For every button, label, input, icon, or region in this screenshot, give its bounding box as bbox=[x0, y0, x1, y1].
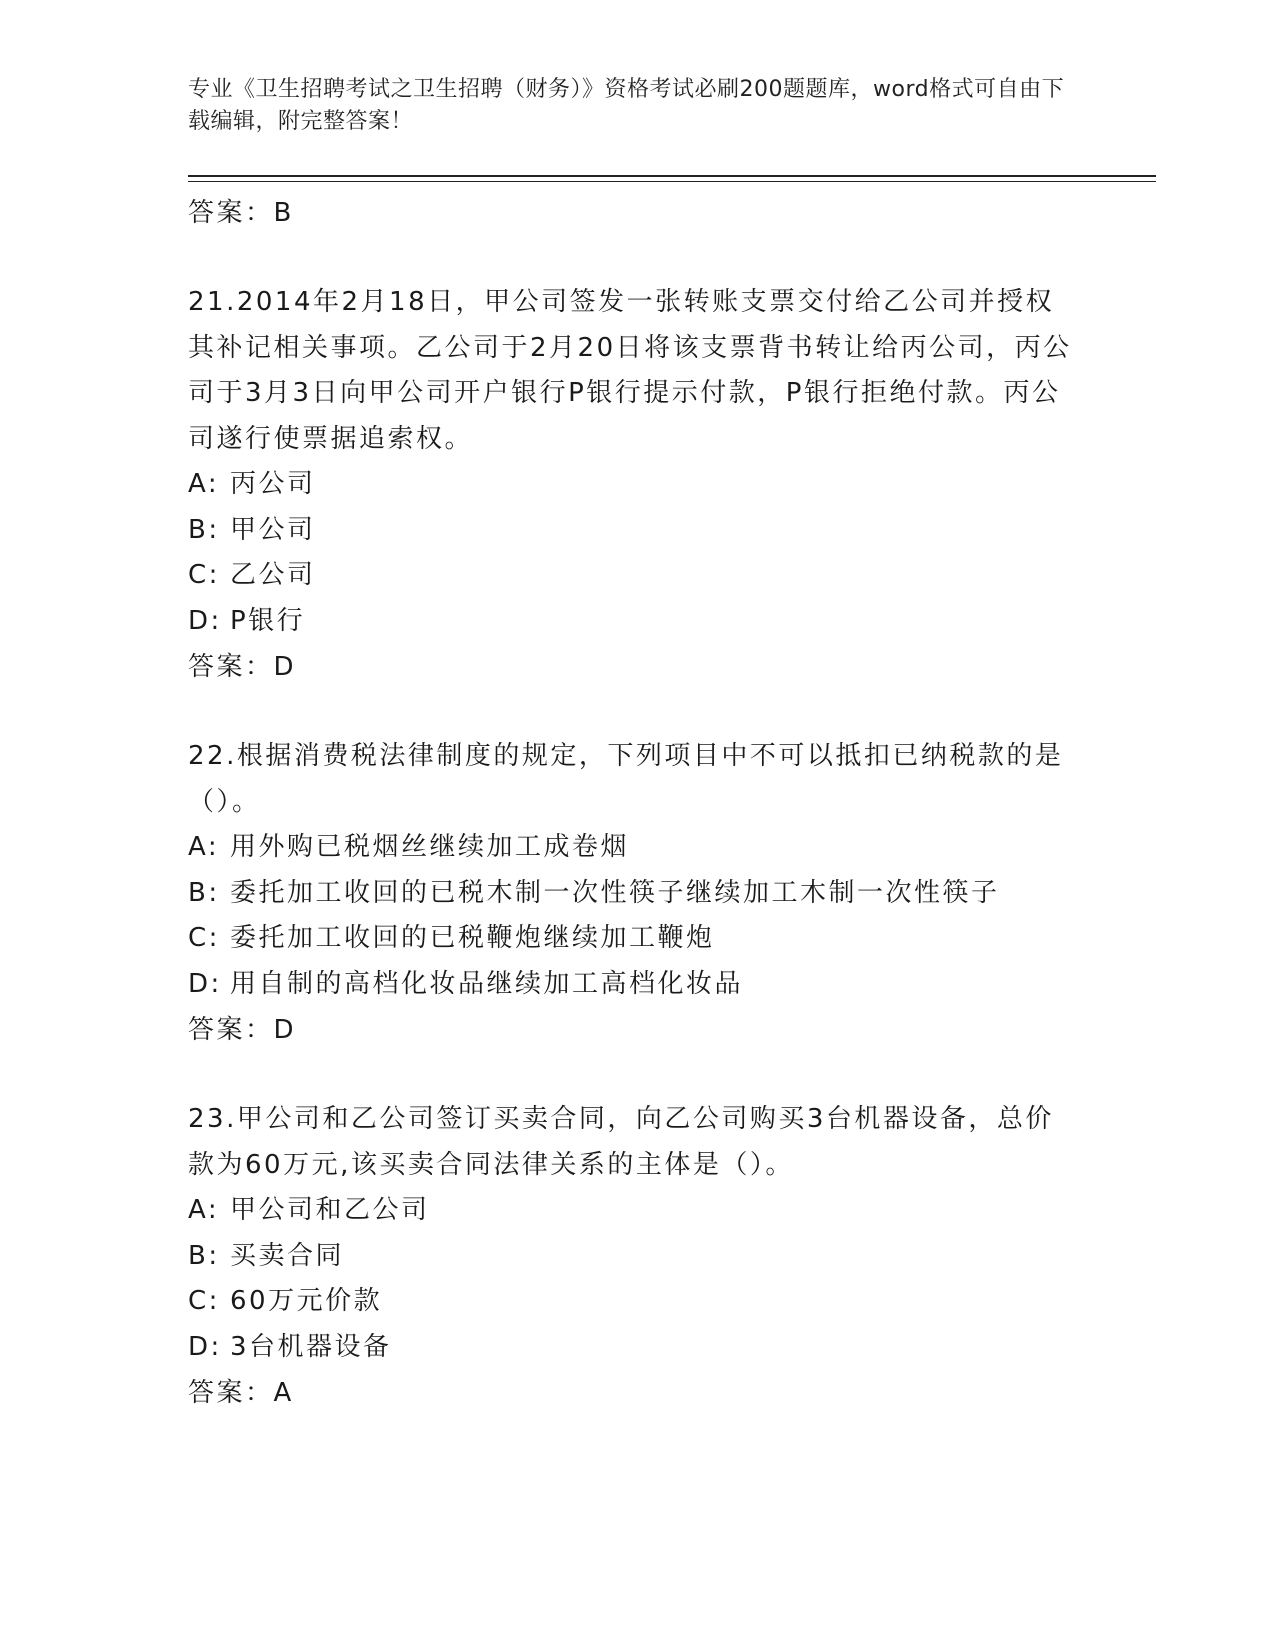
option-key: C: bbox=[188, 923, 220, 953]
question-23 bbox=[188, 1097, 1078, 1416]
previous-answer: 答案：B bbox=[188, 198, 294, 228]
option-text: 用外购已税烟丝继续加工成卷烟 bbox=[230, 832, 630, 862]
question-22 bbox=[188, 734, 1078, 1053]
option-key: B: bbox=[188, 1240, 220, 1271]
option-key: D: bbox=[188, 605, 222, 636]
option-text: 3台机器设备 bbox=[230, 1331, 392, 1362]
header-divider bbox=[188, 175, 1156, 182]
question-stem: 21.2014年2月18日，甲公司签发一张转账支票交付给乙公司并授权其补记相关事项。乙公司于2月20日将该支票背书转让给丙公司，丙公司于3月3日向甲公司开户银行P银行提示付款，P银行拒绝付款。丙公司遂行使票据追索权。 bbox=[188, 287, 1072, 454]
option-b bbox=[188, 871, 1078, 917]
option-key: D: bbox=[188, 1331, 222, 1362]
question-stem: 22.根据消费税法律制度的规定，下列项目中不可以抵扣已纳税款的是（）。 bbox=[188, 741, 1064, 817]
option-text: 甲公司和乙公司 bbox=[230, 1195, 430, 1225]
option-c bbox=[188, 553, 1078, 599]
option-text: 委托加工收回的已税鞭炮继续加工鞭炮 bbox=[230, 923, 715, 953]
option-a bbox=[188, 1188, 1078, 1234]
option-key: A: bbox=[188, 1195, 220, 1225]
option-text: P银行 bbox=[230, 605, 306, 636]
question-content bbox=[188, 190, 1078, 1416]
spacer bbox=[188, 1053, 1078, 1097]
question-answer: 答案：A bbox=[188, 1378, 294, 1408]
option-d bbox=[188, 962, 1078, 1008]
spacer bbox=[188, 236, 1078, 280]
option-c bbox=[188, 1279, 1078, 1325]
option-text: 委托加工收回的已税木制一次性筷子继续加工木制一次性筷子 bbox=[230, 877, 1000, 908]
option-key: D: bbox=[188, 968, 222, 999]
option-b bbox=[188, 508, 1078, 554]
question-answer: 答案：D bbox=[188, 652, 297, 682]
option-text: 60万元价款 bbox=[230, 1286, 383, 1316]
option-key: C: bbox=[188, 560, 220, 590]
option-b bbox=[188, 1234, 1078, 1280]
option-key: B: bbox=[188, 877, 220, 908]
option-a bbox=[188, 825, 1078, 871]
option-text: 丙公司 bbox=[230, 469, 316, 499]
option-d bbox=[188, 1325, 1078, 1371]
option-text: 用自制的高档化妆品继续加工高档化妆品 bbox=[230, 968, 744, 999]
option-key: B: bbox=[188, 514, 220, 545]
question-21 bbox=[188, 280, 1078, 690]
question-answer: 答案：D bbox=[188, 1015, 297, 1045]
option-d bbox=[188, 599, 1078, 645]
page-header: 专业《卫生招聘考试之卫生招聘（财务）》资格考试必刷200题题库，word格式可自由下载编辑，附完整答案！ bbox=[188, 77, 1065, 134]
option-c bbox=[188, 916, 1078, 962]
option-text: 乙公司 bbox=[230, 560, 316, 590]
option-a bbox=[188, 462, 1078, 508]
spacer bbox=[188, 690, 1078, 734]
option-key: A: bbox=[188, 469, 220, 499]
question-stem: 23.甲公司和乙公司签订买卖合同，向乙公司购买3台机器设备，总价款为60万元,该买卖合同法律关系的主体是（）。 bbox=[188, 1104, 1054, 1180]
option-text: 甲公司 bbox=[230, 514, 316, 545]
option-key: C: bbox=[188, 1286, 220, 1316]
option-text: 买卖合同 bbox=[230, 1240, 345, 1271]
option-key: A: bbox=[188, 832, 220, 862]
